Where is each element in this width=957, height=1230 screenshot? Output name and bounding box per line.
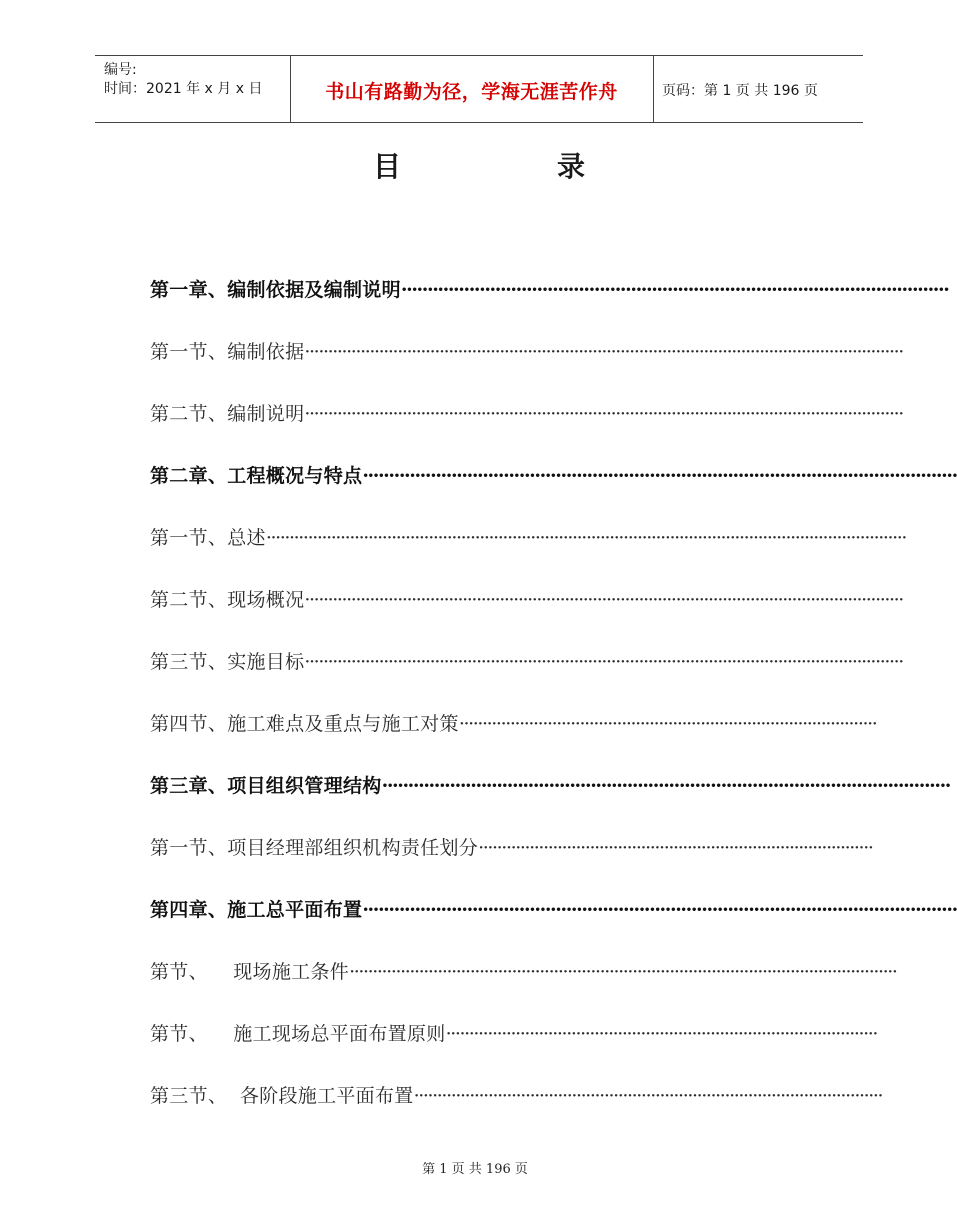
toc-title-part1: 目 <box>373 150 402 183</box>
toc-entry-label: 第三章、项目组织管理结构 <box>150 775 382 797</box>
toc-entry-label: 第三节、实施目标 <box>150 651 305 673</box>
footer-page-number: 第 1 页 共 196 页 <box>422 1162 528 1177</box>
toc-leader-dots: ·················································································································· <box>362 465 957 487</box>
toc-entry <box>150 399 903 461</box>
toc-entry-line <box>150 833 873 863</box>
toc-entry-line <box>150 461 957 491</box>
toc-entry-label: 第一节、总述 <box>150 527 266 549</box>
toc-leader-dots: ································································································································· <box>304 589 903 611</box>
page-footer <box>0 1158 950 1177</box>
toc-leader-dots: ·················································································································· <box>362 899 957 921</box>
toc-entry-line <box>150 399 903 429</box>
toc-leader-dots: ································································································································· <box>304 651 903 673</box>
toc-entry-line <box>150 709 877 739</box>
toc-entry-label: 第一章、编制依据及编制说明 <box>150 279 401 301</box>
toc-leader-dots: ·········································································································································· <box>265 527 907 549</box>
toc-leader-dots: ············································································································· <box>381 775 951 797</box>
toc-entry-label: 第二节、编制说明 <box>150 403 305 425</box>
toc-leader-dots: ········································································································· <box>400 279 949 301</box>
toc-leader-dots: ······················································································································ <box>349 961 897 983</box>
toc-entry <box>150 275 949 337</box>
header-page-info: 页码：第 1 页 共 196 页 <box>662 83 818 99</box>
table-of-contents <box>150 275 957 1143</box>
toc-entry <box>150 833 873 895</box>
toc-entry-line <box>150 957 897 987</box>
document-time-label: 时间：2021 年 x 月 x 日 <box>104 81 263 97</box>
toc-leader-dots: ····························································································· <box>445 1023 878 1045</box>
toc-entry <box>150 709 877 771</box>
document-header <box>95 55 863 123</box>
header-page-cell <box>653 56 863 122</box>
toc-title <box>0 145 950 185</box>
toc-entry-label: 第三节、 各阶段施工平面布置 <box>150 1085 414 1107</box>
toc-entry <box>150 461 957 523</box>
header-motto-cell <box>290 56 654 122</box>
toc-entry <box>150 771 951 833</box>
toc-entry <box>150 1019 878 1081</box>
header-meta-cell <box>95 56 291 122</box>
toc-entry-label: 第四章、施工总平面布置 <box>150 899 363 921</box>
toc-entry-line <box>150 647 903 677</box>
toc-leader-dots: ····································································································· <box>413 1085 883 1107</box>
toc-entry <box>150 895 957 957</box>
toc-entry-label: 第四节、施工难点及重点与施工对策 <box>150 713 459 735</box>
toc-leader-dots: ·························································································· <box>458 713 877 735</box>
toc-entry-label: 第二节、现场概况 <box>150 589 305 611</box>
toc-entry-line <box>150 895 957 925</box>
toc-entry-line <box>150 337 903 367</box>
toc-leader-dots: ································································································································· <box>304 403 903 425</box>
toc-entry-label: 第节、 现场施工条件 <box>150 961 350 983</box>
toc-entry-label: 第节、 施工现场总平面布置原则 <box>150 1023 446 1045</box>
toc-entry-line <box>150 275 949 305</box>
toc-entry <box>150 1081 883 1143</box>
header-motto: 书山有路勤为径，学海无涯苦作舟 <box>325 81 618 103</box>
toc-entry-line <box>150 523 907 553</box>
toc-title-part2: 录 <box>557 150 586 183</box>
toc-entry <box>150 585 903 647</box>
toc-entry-line <box>150 1081 883 1111</box>
document-number-label: 编号: <box>104 62 137 78</box>
toc-entry-line <box>150 771 951 801</box>
toc-leader-dots: ····················································································· <box>478 837 873 859</box>
toc-entry <box>150 957 897 1019</box>
toc-entry <box>150 647 903 709</box>
toc-entry <box>150 523 907 585</box>
toc-entry-label: 第一节、编制依据 <box>150 341 305 363</box>
toc-entry-label: 第一节、项目经理部组织机构责任划分 <box>150 837 479 859</box>
toc-entry <box>150 337 903 399</box>
toc-leader-dots: ································································································································· <box>304 341 903 363</box>
toc-entry-line <box>150 1019 878 1049</box>
toc-entry-line <box>150 585 903 615</box>
toc-entry-label: 第二章、工程概况与特点 <box>150 465 363 487</box>
